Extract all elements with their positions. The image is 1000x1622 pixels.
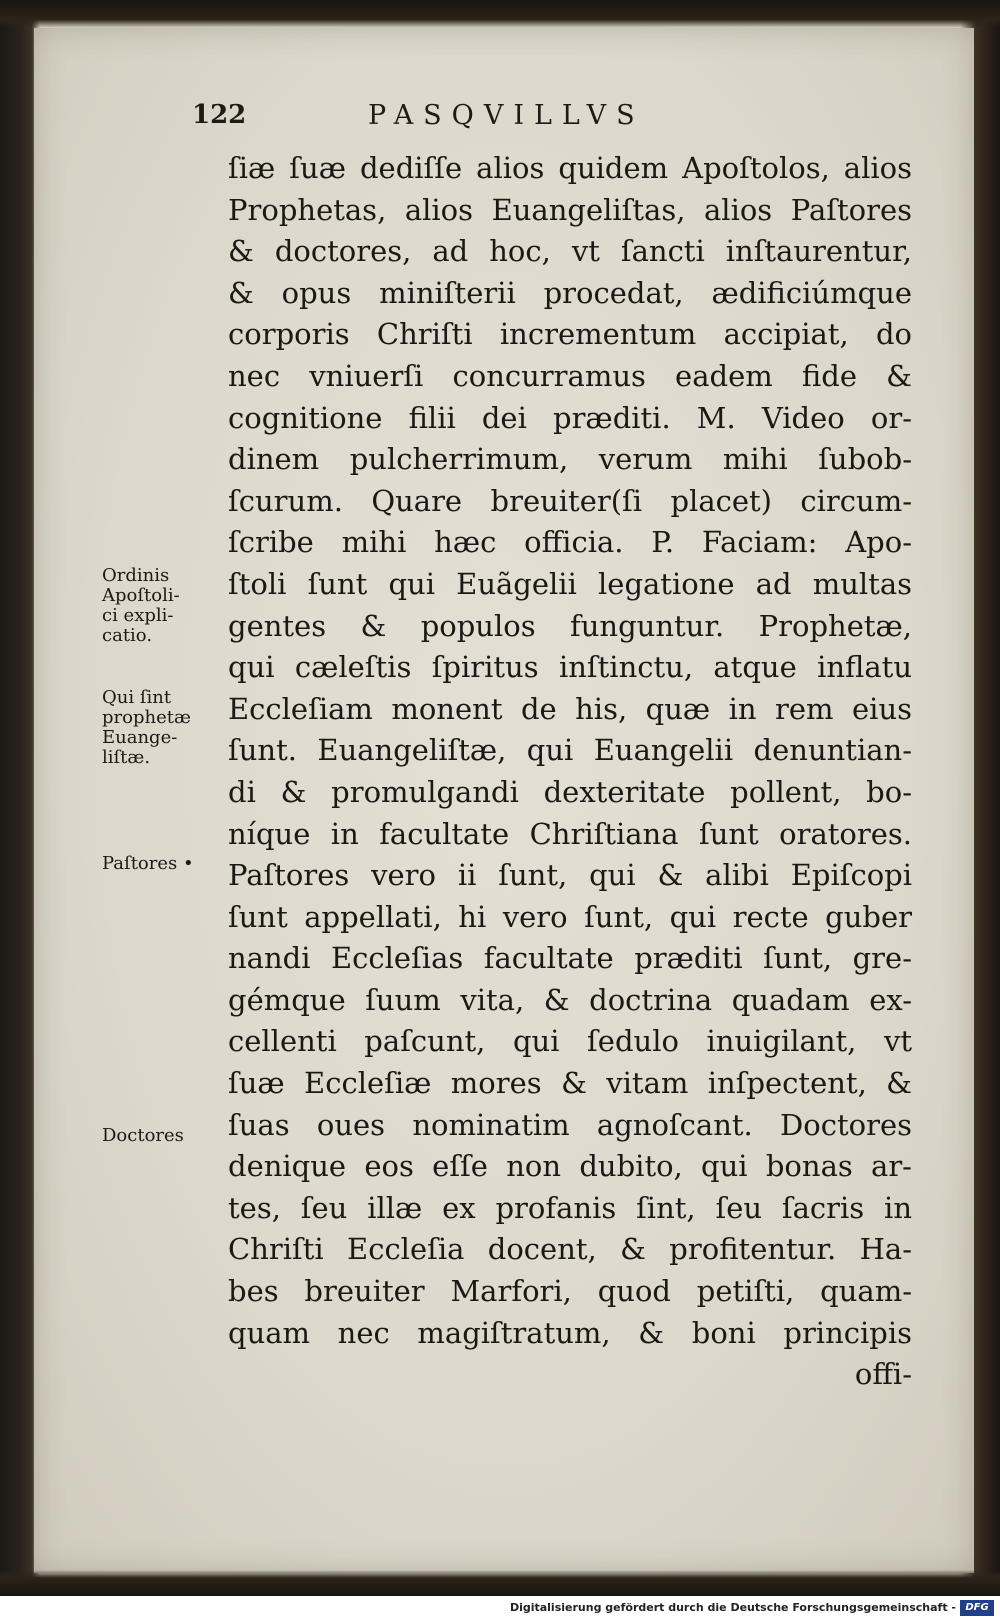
margin-note-line: Qui ſint: [102, 687, 172, 708]
text-line: ſunt appellati, hi vero ſunt, qui recte guber: [228, 899, 912, 934]
page-number: 122: [192, 100, 247, 130]
text-line: Eccleſiam monent de his, quæ in rem eius: [228, 691, 912, 726]
body-text: [228, 148, 912, 1396]
text-line: nandi Eccleſias facultate præditi ſunt, gre-: [228, 941, 912, 976]
margin-note-line: Doctores: [102, 1125, 184, 1146]
text-line: tes, ſeu illæ ex profanis ſint, ſeu ſacris in: [228, 1190, 912, 1225]
margin-note-line: Ordinis: [102, 565, 170, 586]
margin-note-pastores: [102, 854, 226, 874]
margin-note-line: prophetæ: [102, 707, 191, 728]
margin-note-line: liſtæ.: [102, 747, 151, 768]
text-line: ſtoli ſunt qui Euãgelii legatione ad multas: [228, 566, 912, 601]
text-line: ſcurum. Quare breuiter(ſi placet) circum-: [228, 483, 912, 518]
margin-note-doctores: [102, 1126, 226, 1146]
text-line: di & promulgandi dexteritate pollent, bo-: [228, 774, 912, 809]
footer-bar: [0, 1596, 1000, 1622]
footer-credit: Digitalisierung gefördert durch die Deutsche Forschungsgemeinschaft -: [509, 1601, 956, 1614]
text-line: Chriſti Eccleſia docent, & profitentur. Ha-: [228, 1232, 912, 1267]
catchword: offi-: [854, 1357, 912, 1392]
margin-note-prophetae: [102, 688, 226, 768]
running-head: PASQVILLVS: [368, 100, 645, 131]
text-line: ſunt. Euangeliſtæ, qui Euangelii denuntian-: [228, 733, 912, 768]
margin-note-line: Euange-: [102, 727, 178, 748]
dfg-logo: DFG: [960, 1600, 994, 1616]
text-line: cognitione filii dei præditi. M. Video or-: [228, 400, 912, 435]
text-line: cellenti paſcunt, qui ſedulo inuigilant, vt: [228, 1024, 912, 1059]
text-line: gémque ſuum vita, & doctrina quadam ex-: [228, 982, 912, 1017]
margin-note-line: Paſtores •: [102, 853, 194, 874]
text-line: gentes & populos funguntur. Prophetæ,: [228, 608, 912, 643]
text-line: nec vniuerſi concurramus eadem fide &: [228, 358, 912, 393]
text-line: bes breuiter Marfori, quod petiſti, quam-: [228, 1274, 912, 1309]
text-line: denique eos eſſe non dubito, qui bonas ar-: [228, 1149, 912, 1184]
text-line: Prophetas, alios Euangeliſtas, alios Paſtores: [228, 192, 912, 227]
margin-note-line: catio.: [102, 625, 153, 646]
text-line: quam nec magiſtratum, & boni principis: [228, 1315, 912, 1350]
page-header: [0, 100, 1000, 140]
margin-note-line: Apoſtoli-: [102, 585, 180, 606]
text-line: dinem pulcherrimum, verum mihi ſubob-: [228, 442, 912, 477]
text-line: & opus miniſterii procedat, ædificiúmque: [228, 275, 912, 310]
text-line: níque in facultate Chriſtiana ſunt oratores.: [228, 816, 912, 851]
text-line: & doctores, ad hoc, vt ſancti inſtaurentur,: [228, 234, 912, 269]
text-line: corporis Chriſti incrementum accipiat, do: [228, 317, 912, 352]
text-line: ſcribe mihi hæc officia. P. Faciam: Apo-: [228, 525, 912, 560]
text-line: ſuæ Eccleſiæ mores & vitam inſpectent, &: [228, 1066, 912, 1101]
text-line: Paſtores vero ii ſunt, qui & alibi Epiſcopi: [228, 858, 912, 893]
margin-note-ordinis: [102, 566, 226, 646]
margin-note-line: ci expli-: [102, 605, 174, 626]
text-line: ſiæ ſuæ dediſſe alios quidem Apoſtolos, alios: [228, 151, 912, 185]
text-line: ſuas oues nominatim agnoſcant. Doctores: [228, 1107, 912, 1142]
text-line: qui cæleſtis ſpiritus inſtinctu, atque inflatu: [228, 650, 912, 685]
